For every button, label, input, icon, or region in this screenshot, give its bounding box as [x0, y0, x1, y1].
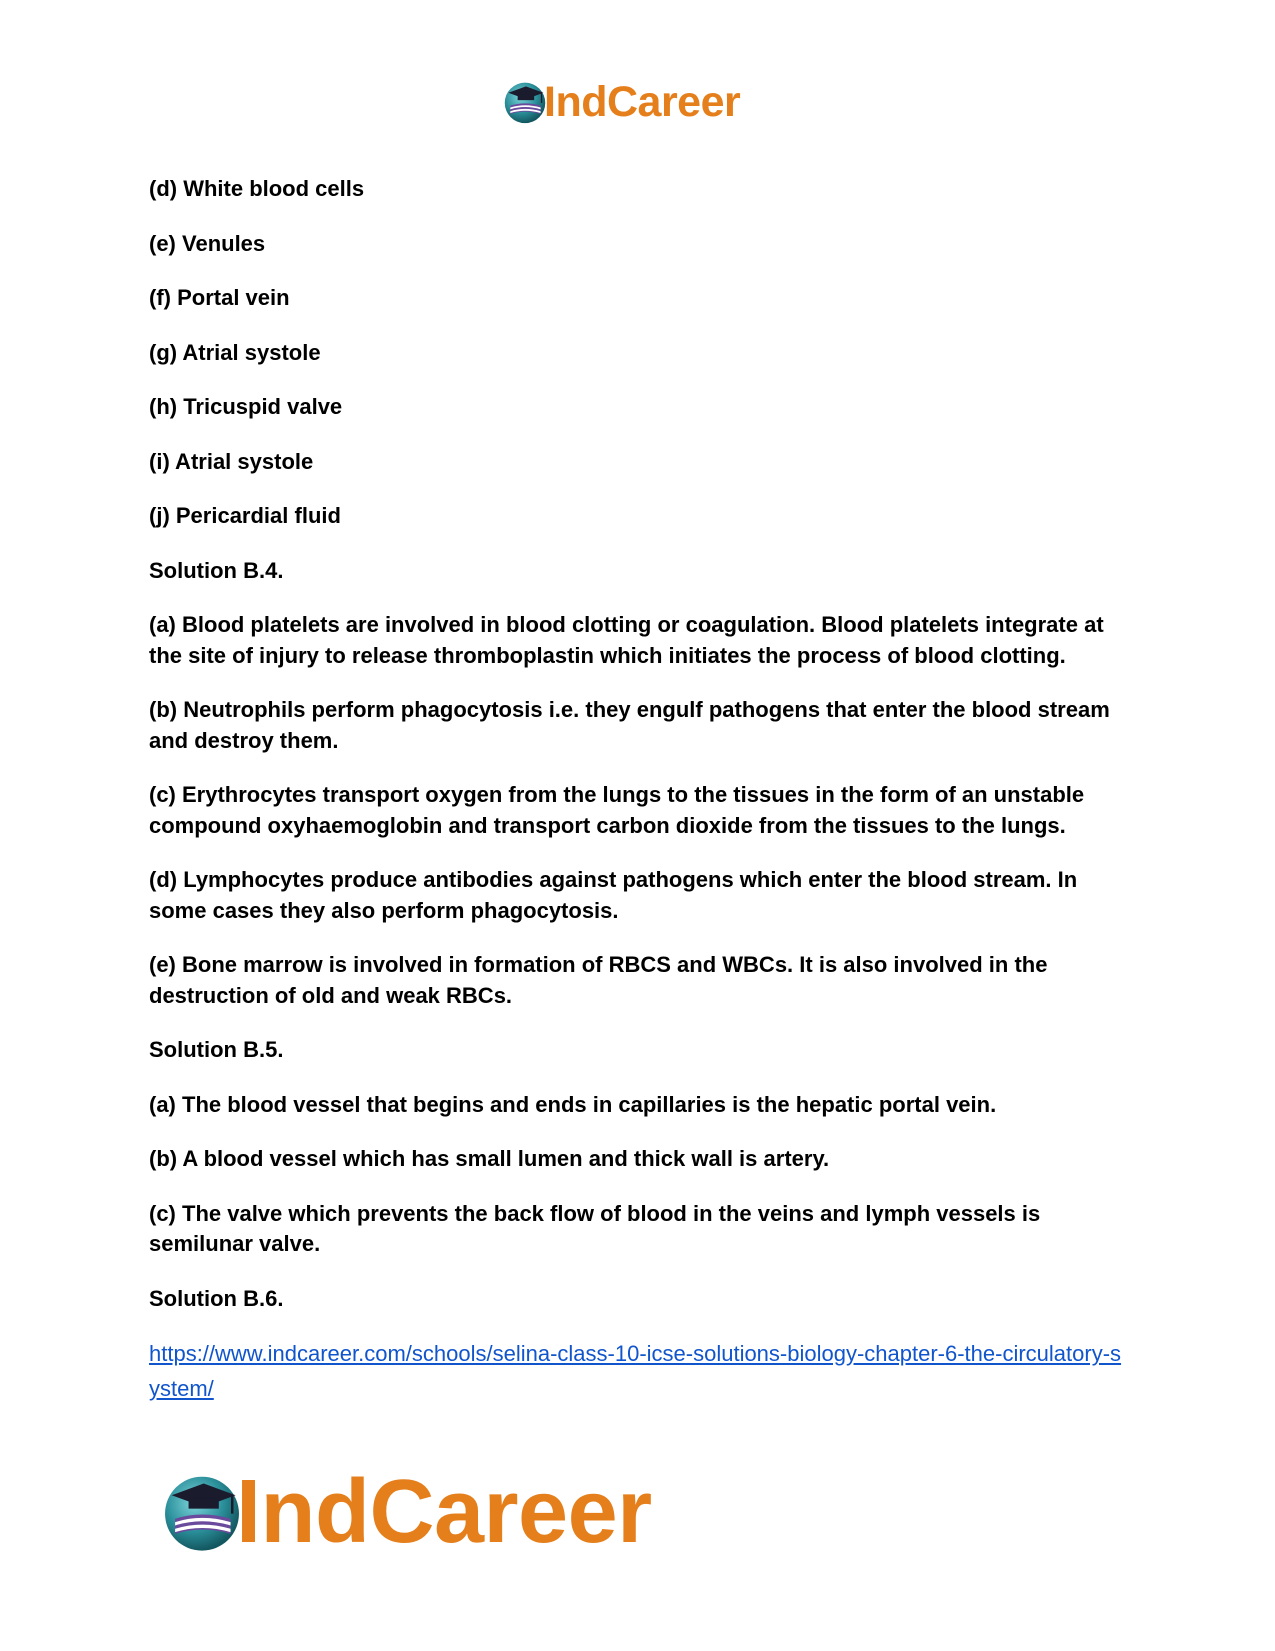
header-logo-text: IndCareer: [544, 77, 741, 126]
answer-paragraph: (a) The blood vessel that begins and ends in capillaries is the hepatic portal vein.: [149, 1091, 997, 1117]
header-logo: [502, 78, 740, 126]
graduation-cap-book-globe-icon: [502, 79, 548, 125]
answer-paragraph: (c) Erythrocytes transport oxygen from the lungs to the tissues in the form of an unstable compound oxyhaemoglobin and transport carbon dioxide from the tissues to the lungs.: [149, 782, 1085, 838]
document-body: [149, 174, 1129, 1406]
answer-line: (i) Atrial systole: [149, 448, 314, 474]
source-link-container: [149, 1336, 1124, 1406]
source-link[interactable]: https://www.indcareer.com/schools/selina-class-10-icse-solutions-biology-chapter-6-the-circulatory-system/: [149, 1341, 1122, 1401]
answer-line: (j) Pericardial fluid: [149, 503, 341, 528]
answer-line: (d) White blood cells: [149, 176, 365, 201]
footer-logo: [160, 1462, 652, 1562]
answer-line: (f) Portal vein: [149, 285, 290, 310]
answer-paragraph: (d) Lymphocytes produce antibodies against pathogens which enter the blood stream. In some cases they also perform phagocytosis.: [149, 867, 1078, 923]
answer-paragraph: (a) Blood platelets are involved in blood clotting or coagulation. Blood platelets integrate at the site of injury to release thromboplastin which initiates the process of blood clotting.: [149, 612, 1104, 668]
solution-heading: Solution B.5.: [149, 1037, 284, 1062]
solution-heading: Solution B.6.: [149, 1285, 284, 1311]
answer-line: (e) Venules: [149, 230, 266, 256]
answer-paragraph: (b) Neutrophils perform phagocytosis i.e. they engulf pathogens that enter the blood stream and destroy them.: [149, 697, 1110, 753]
graduation-cap-book-globe-icon: [160, 1470, 244, 1554]
answer-paragraph: (e) Bone marrow is involved in formation of RBCS and WBCs. It is also involved in the destruction of old and weak RBCs.: [149, 952, 1048, 1008]
answer-line: (g) Atrial systole: [149, 339, 321, 365]
answer-paragraph: (c) The valve which prevents the back flow of blood in the veins and lymph vessels is semilunar valve.: [149, 1200, 1041, 1256]
solution-heading: Solution B.4.: [149, 557, 284, 583]
footer-logo-text: IndCareer: [236, 1462, 652, 1562]
answer-line: (h) Tricuspid valve: [149, 394, 343, 419]
answer-paragraph: (b) A blood vessel which has small lumen and thick wall is artery.: [149, 1146, 830, 1171]
